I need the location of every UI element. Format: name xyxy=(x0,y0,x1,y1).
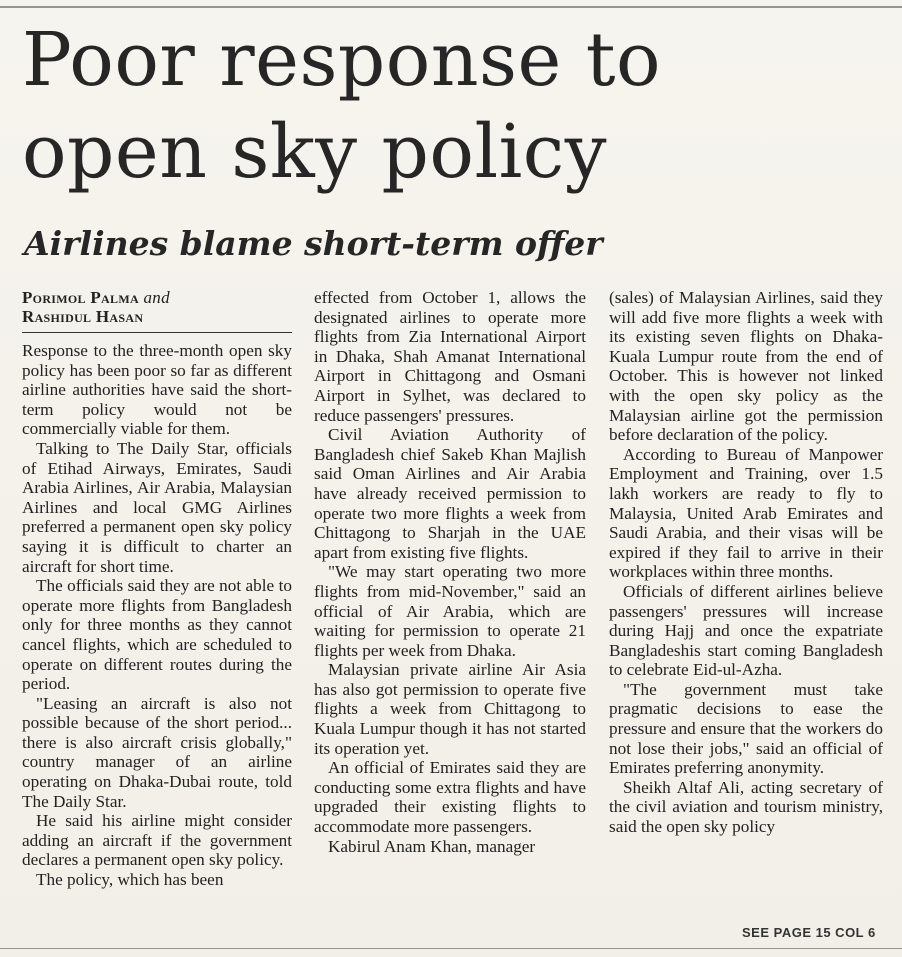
subheadline: Airlines blame short-term offer xyxy=(24,224,603,263)
headline-line-1: Poor response to xyxy=(22,17,662,103)
paragraph: The officials said they are not able to operate more flights from Bangladesh only for three months as they cannot cancel flights, which are scheduled to operate on different routes during the period. xyxy=(22,576,292,694)
paragraph: Civil Aviation Authority of Bangladesh chief Sakeb Khan Majlish said Oman Airlines and Air Arabia have already received permission to operate two more flights a week from Chittagong to Sharjah in the UAE apart from existing five flights. xyxy=(314,425,586,562)
paragraph: "We may start operating two more flights from mid-November," said an official of Air Arabia, which are waiting for permission to operate 21 flights per week from Dhaka. xyxy=(314,562,586,660)
byline-and: and xyxy=(143,288,170,307)
paragraph: Response to the three-month open sky policy has been poor so far as different airline authorities have said the short-term policy would not be commercially viable for them. xyxy=(22,341,292,439)
paragraph: "The government must take pragmatic decisions to ease the pressure and ensure that the workers do not lose their jobs," said an official of Emirates preferring anonymity. xyxy=(609,679,883,778)
byline-author-2: Rashidul Hasan xyxy=(22,307,144,326)
byline-author-1: Porimol Palma xyxy=(22,288,139,307)
headline-line-2: open sky policy xyxy=(22,109,608,195)
paragraph: The policy, which has been xyxy=(36,870,224,890)
paragraph: Sheikh Altaf Ali, acting secretary of the civil aviation and tourism ministry, said the open sky policy xyxy=(609,777,883,837)
paragraph: According to Bureau of Manpower Employment and Training, over 1.5 lakh workers are ready to fly to Malaysia, United Arab Emirates and Saudi Arabia, and their visas will be expired if they fail to arrive in their workplaces within three months. xyxy=(609,444,883,582)
bottom-rule xyxy=(0,948,902,949)
paragraph: Officials of different airlines believe passengers' pressures will increase during Hajj and once the expatriate Bangladeshis start coming Bangladesh to celebrate Eid-ul-Azha. xyxy=(609,581,883,680)
byline-divider xyxy=(22,332,292,333)
byline xyxy=(22,288,292,326)
paragraph: Kabirul Anam Khan, manager xyxy=(328,836,536,856)
paragraph: effected from October 1, allows the designated airlines to operate more flights from Zia International Airport in Dhaka, Shah Amanat International Airport in Chittagong and Osmani Airport in Sylhet, was declared to reduce passengers' pressures. xyxy=(314,288,586,425)
top-rule xyxy=(0,6,902,8)
paragraph: Malaysian private airline Air Asia has also got permission to operate five flights a week from Chittagong to Kuala Lumpur though it has not started its operation yet. xyxy=(314,660,586,758)
continuation-jump: SEE PAGE 15 COL 6 xyxy=(742,925,876,940)
paragraph: "Leasing an aircraft is also not possible because of the short period... there is also aircraft crisis globally," country manager of an airline operating on Dhaka-Dubai route, told The Daily Star. xyxy=(22,693,292,811)
article-column-1 xyxy=(22,288,292,890)
article-column-3 xyxy=(609,288,883,837)
article-column-2 xyxy=(314,288,586,856)
paragraph: Talking to The Daily Star, officials of Etihad Airways, Emirates, Saudi Arabia Airlines, Air Arabia, Malaysian Airlines and local GMG Airlines preferred a permanent open sky policy saying it is difficult to charter an aircraft for short time. xyxy=(22,438,292,576)
paragraph: He said his airline might consider adding an aircraft if the government declares a permanent open sky policy. xyxy=(22,811,292,870)
headline xyxy=(22,14,882,198)
paragraph: (sales) of Malaysian Airlines, said they will add five more flights a week with its existing seven flights on Dhaka-Kuala Lumpur route from the end of October. This is however not linked with the open sky policy as the Malaysian airline got the permission before declaration of the policy. xyxy=(609,288,883,445)
paragraph: An official of Emirates said they are conducting some extra flights and have upgraded their existing flights to accommodate more passengers. xyxy=(314,758,586,837)
